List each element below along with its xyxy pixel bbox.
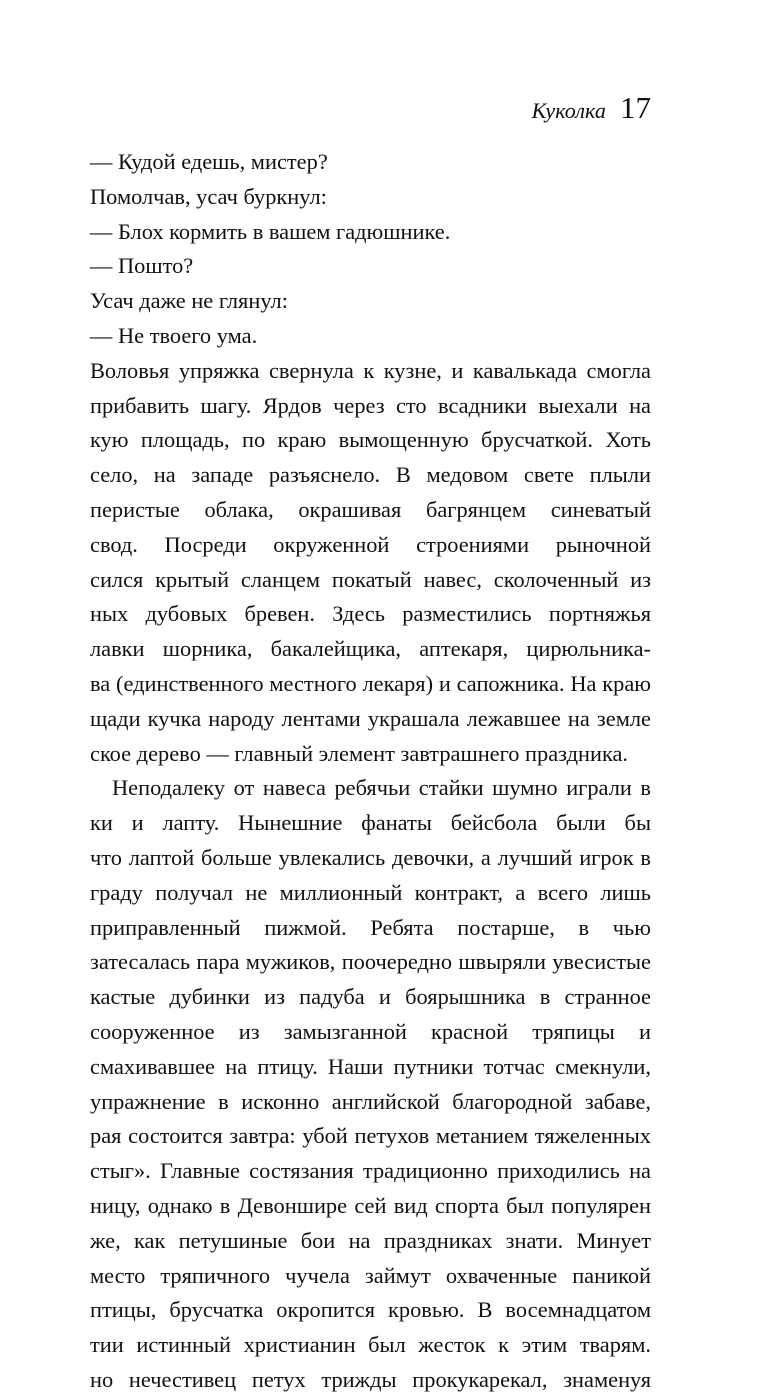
- text-line-dialogue: — Пошто?: [90, 253, 194, 279]
- text-line: Помолчав, усач буркнул:: [90, 183, 327, 209]
- text-line: ных дубовых бревен. Здесь разместились портняжья: [90, 601, 651, 627]
- running-head: [532, 92, 651, 124]
- text-line: село, на западе разъяснело. В медовом свете плыли: [90, 462, 651, 488]
- text-line: щади кучка народу лентами украшала лежавшее на земле: [90, 705, 651, 731]
- text-line: прибавить шагу. Ярдов через сто всадники выехали на: [90, 392, 651, 418]
- text-line: кастые дубинки из падуба и боярышника в странное: [90, 984, 651, 1010]
- text-line: свод. Посреди окруженной строениями рыночной: [90, 531, 651, 557]
- text-line: тии истинный христианин был жесток к этим тварям.: [90, 1332, 651, 1358]
- text-line: сился крытый сланцем покатый навес, сколоченный из: [90, 566, 651, 592]
- text-line: но нечестивец петух трижды прокукарекал, знаменуя: [90, 1366, 651, 1392]
- text-line: перистые облака, окрашивая багрянцем синеватый: [90, 496, 651, 522]
- text-line: рая состоится завтра: убой петухов метанием тяжеленных: [90, 1123, 651, 1149]
- body-text: [90, 145, 651, 1398]
- text-line: приправленный пижмой. Ребята постарше, в чью: [90, 914, 651, 940]
- paragraph-last-line: ское дерево — главный элемент завтрашнего праздника.: [90, 740, 629, 766]
- text-line: смахивавшее на птицу. Наши путники тотчас смекнули,: [90, 1053, 651, 1079]
- text-line: птицы, брусчатка окропится кровью. В восемнадцатом: [90, 1297, 651, 1323]
- text-line: ва (единственного местного лекаря) и сапожника. На краю: [90, 670, 651, 696]
- text-line: место тряпичного чучела займут охваченные паникой: [90, 1262, 651, 1288]
- running-title: Куколка: [531, 98, 606, 123]
- text-line: упражнение в исконно английской благородной забаве,: [90, 1088, 651, 1114]
- text-line: стыг». Главные состязания традиционно приходились на: [90, 1158, 651, 1184]
- page-number: 17: [620, 90, 651, 125]
- paragraph-first-line: Неподалеку от навеса ребячьи стайки шумно играли в: [112, 775, 651, 801]
- text-line: лавки шорника, бакалейщика, аптекаря, цирюльника-: [90, 636, 651, 662]
- text-line-dialogue: — Блох кормить в вашем гадюшнике.: [90, 218, 451, 244]
- text-line: граду получал не миллионный контракт, а всего лишь: [90, 879, 651, 905]
- text-line: кую площадь, по краю вымощенную брусчаткой. Хоть: [90, 427, 651, 453]
- text-line: же, как петушиные бои на праздниках знати. Минует: [90, 1227, 651, 1253]
- text-line-dialogue: — Кудой едешь, мистер?: [90, 149, 328, 174]
- text-line: ки и лапту. Нынешние фанаты бейсбола были бы: [90, 810, 651, 836]
- text-line: ницу, однако в Девоншире сей вид спорта был популярен: [90, 1192, 651, 1218]
- text-line: что лаптой больше увлекались девочки, а лучший игрок в: [90, 844, 651, 870]
- text-line: затесалась пара мужиков, поочередно швыряли увесистые: [90, 949, 651, 975]
- text-line: Усач даже не глянул:: [90, 288, 288, 314]
- paragraph-first-line: Воловья упряжка свернула к кузне, и кавалькада смогла: [90, 357, 651, 383]
- text-line-dialogue: — Не твоего ума.: [90, 322, 258, 348]
- text-line: сооруженное из замызганной красной тряпицы и: [90, 1018, 651, 1044]
